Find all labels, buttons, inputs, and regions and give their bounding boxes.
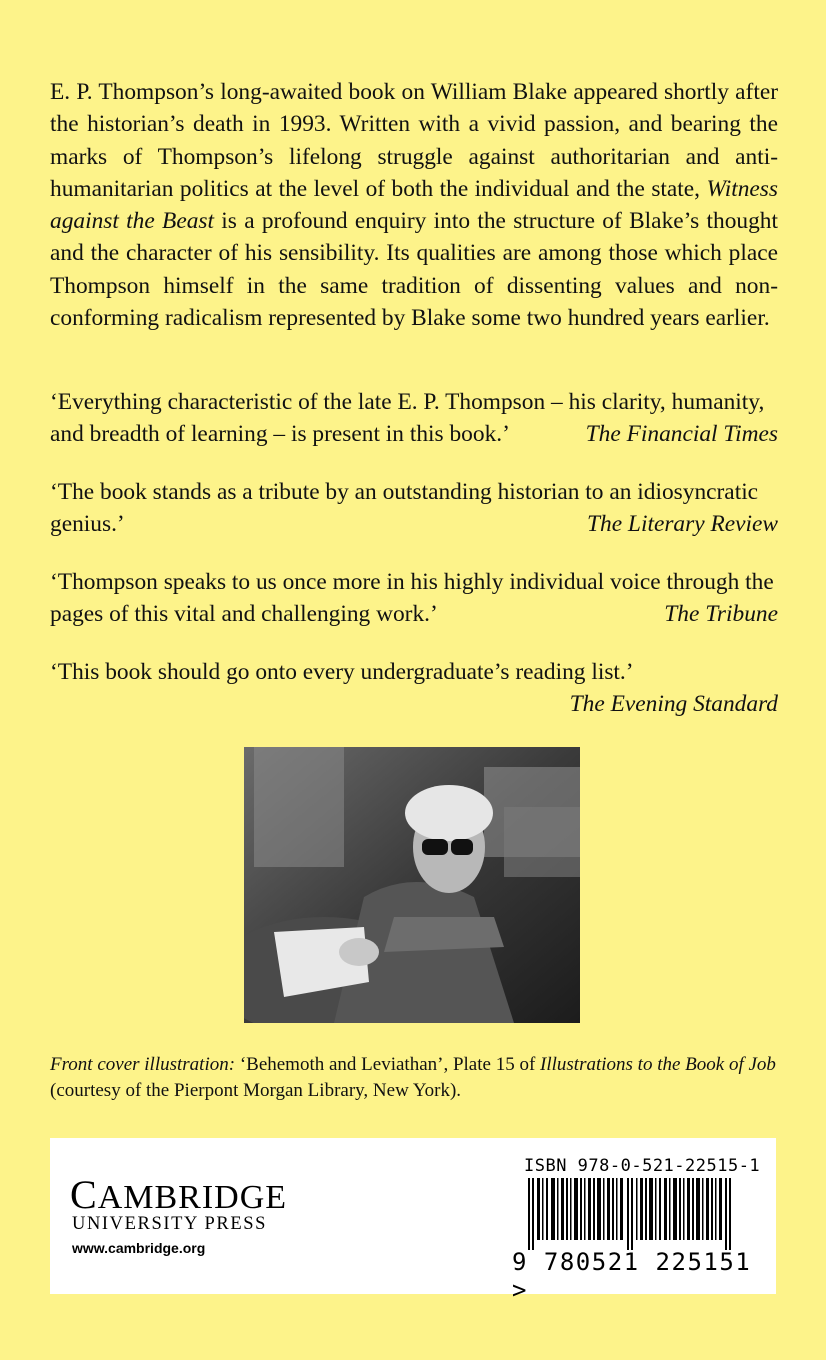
quote-source: The Evening Standard [569, 691, 778, 718]
publisher-url[interactable]: www.cambridge.org [72, 1240, 206, 1256]
quote-source: The Tribune [664, 601, 778, 628]
quote-text: ‘Thompson speaks to us once more in his highly individual voice through the pages of this vital and challenging work.’ [50, 569, 774, 628]
publisher-logo-name: AMBRIDGE [97, 1179, 288, 1216]
caption-credit: (courtesy of the Pierpont Morgan Library, New York). [50, 1080, 462, 1101]
quote-source: The Literary Review [587, 511, 778, 538]
review-quote [50, 656, 778, 721]
review-quote [50, 386, 778, 451]
quote-text: ‘Everything characteristic of the late E. P. Thompson – his clarity, humanity, and breadth of learning – is present in this book.’ [50, 389, 765, 448]
author-photo-image [244, 747, 580, 1023]
caption-text: ‘Behemoth and Leviathan’, Plate 15 of [235, 1054, 541, 1075]
publisher-logo-initial: C [70, 1172, 98, 1217]
review-quote [50, 566, 778, 631]
caption-label: Front cover illustration: [50, 1054, 236, 1075]
quote-text: ‘This book should go onto every undergraduate’s reading list.’ [50, 659, 634, 685]
blurb-text: E. P. Thompson’s long-awaited book on William Blake appeared shortly after the historian’s death in 1993. Written with a vivid passion, and bearing the marks of Thompson’s lifelong struggle against authoritarian and anti-humanitarian politics at the level of both the individual and the state, [50, 79, 778, 202]
publisher-barcode-panel [50, 1138, 776, 1304]
cover-illustration-caption [50, 1052, 778, 1104]
book-title-italic: Witness against the Beast [50, 175, 778, 235]
ean-digits: 9 780521 225151 > [512, 1248, 752, 1304]
quote-source: The Financial Times [585, 421, 778, 448]
isbn-barcode [528, 1178, 748, 1250]
caption-work-title: Illustrations to the Book of Job [540, 1054, 776, 1075]
back-cover-blurb [50, 76, 778, 334]
publisher-logo [70, 1172, 288, 1217]
author-photo [244, 747, 580, 1023]
isbn-label: ISBN 978-0-521-22515-1 [524, 1156, 761, 1176]
blurb-text-continued: is a profound enquiry into the structure of Blake’s thought and the character of his sensibility. Its qualities are among those which place Thompson himself in the same tradition of dissenting values and non-conforming radicalism represented by Blake some two hundred years earlier. [50, 208, 779, 332]
review-quote [50, 476, 778, 541]
publisher-subtitle: UNIVERSITY PRESS [72, 1214, 268, 1234]
quote-text: ‘The book stands as a tribute by an outstanding historian to an idiosyncratic genius.’ [50, 479, 759, 538]
